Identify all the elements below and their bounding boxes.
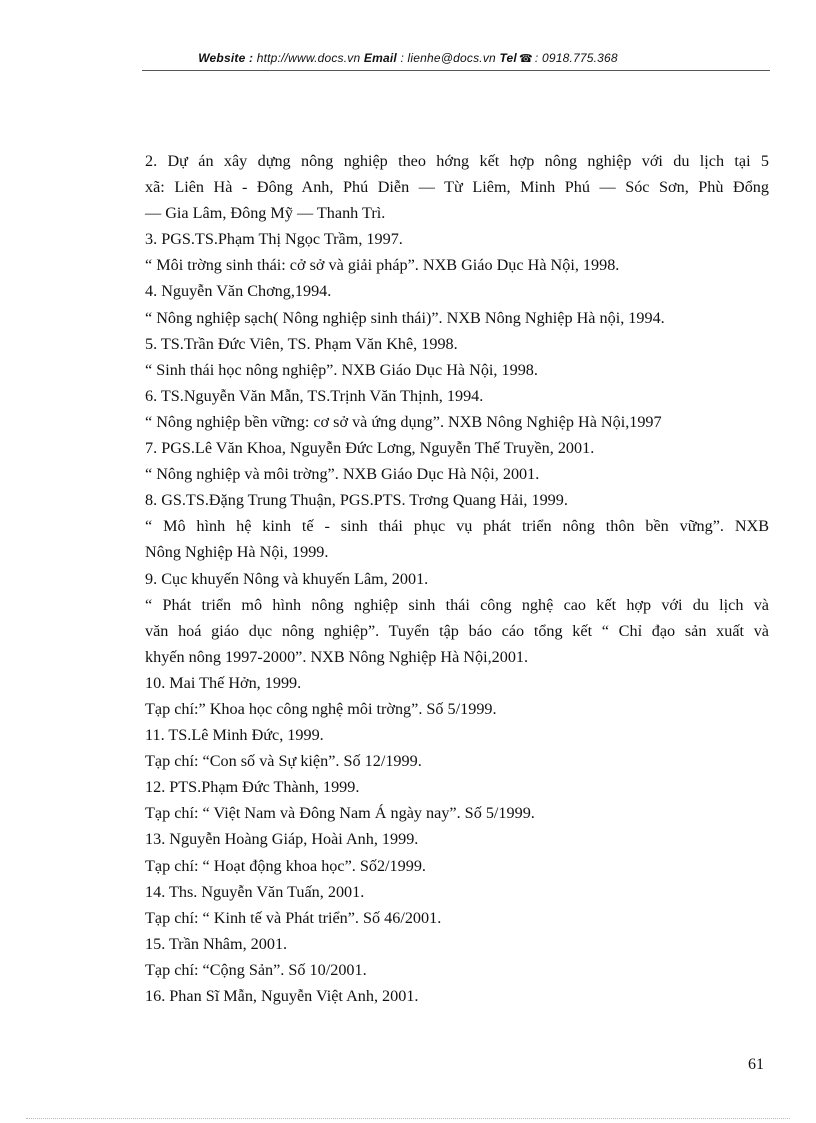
reference-line: 4. Nguyễn Văn Chơng,1994. — [145, 282, 332, 301]
header-divider — [142, 70, 770, 71]
reference-line: 8. GS.TS.Đặng Trung Thuận, PGS.PTS. Trơng Quang Hải, 1999. — [145, 491, 568, 510]
website-label: Website : — [198, 51, 254, 65]
reference-line: văn hoá giáo dục nông nghiệp”. Tuyển tập báo cáo tổng kết “ Chỉ đạo sản xuất và — [145, 621, 769, 640]
reference-line: Tạp chí: “Cộng Sản”. Số 10/2001. — [145, 960, 367, 979]
page-number: 61 — [748, 1056, 764, 1073]
reference-line: 6. TS.Nguyễn Văn Mẫn, TS.Trịnh Văn Thịnh, 1994. — [145, 386, 484, 405]
website-url: http://www.docs.vn — [256, 51, 361, 65]
footer-divider — [26, 1118, 790, 1119]
reference-line: Tạp chí: “Con số và Sự kiện”. Số 12/1999. — [145, 752, 422, 771]
reference-line: 11. TS.Lê Minh Đức, 1999. — [145, 726, 324, 745]
reference-line: “ Nông nghiệp bền vững: cơ sở và ứng dụng”. NXB Nông Nghiệp Hà Nội,1997 — [145, 412, 662, 431]
reference-line: 3. PGS.TS.Phạm Thị Ngọc Trầm, 1997. — [145, 230, 403, 249]
tel-number: : 0918.775.368 — [534, 51, 618, 65]
reference-line: Nông Nghiệp Hà Nội, 1999. — [145, 543, 329, 562]
reference-line: 12. PTS.Phạm Đức Thành, 1999. — [145, 778, 360, 797]
reference-line: “ Sinh thái học nông nghiệp”. NXB Giáo Dục Hà Nội, 1998. — [145, 360, 538, 379]
reference-list — [145, 148, 769, 1009]
page-header — [0, 51, 816, 65]
phone-icon: ☎ — [518, 53, 533, 65]
reference-line: 5. TS.Trần Đức Viên, TS. Phạm Văn Khê, 1998. — [145, 334, 458, 353]
email-address: : lienhe@docs.vn — [400, 51, 496, 65]
reference-line: khyến nông 1997-2000”. NXB Nông Nghiệp Hà Nội,2001. — [145, 647, 529, 666]
reference-line: 10. Mai Thế Hởn, 1999. — [145, 673, 302, 692]
reference-line: 2. Dự án xây dựng nông nghiệp theo hớng kết hợp nông nghiệp với du lịch tại 5 — [145, 152, 769, 170]
reference-line: “ Nông nghiệp và môi trờng”. NXB Giáo Dục Hà Nội, 2001. — [145, 465, 540, 484]
reference-line: 15. Trần Nhâm, 2001. — [145, 934, 288, 953]
reference-line: “ Môi trờng sinh thái: cở sở và giải pháp”. NXB Giáo Dục Hà Nội, 1998. — [145, 256, 620, 275]
email-label: Email — [363, 51, 397, 65]
reference-line: — Gia Lâm, Đông Mỹ — Thanh Trì. — [145, 204, 386, 223]
reference-line: Tạp chí:” Khoa học công nghệ môi trờng”. Số 5/1999. — [145, 699, 497, 718]
reference-line: “ Nông nghiệp sạch( Nông nghiệp sinh thái)”. NXB Nông Nghiệp Hà nội, 1994. — [145, 308, 665, 327]
reference-line: Tạp chí: “ Việt Nam và Đông Nam Á ngày nay”. Số 5/1999. — [145, 804, 535, 823]
reference-line: “ Phát triển mô hình nông nghiệp sinh thái công nghệ cao kết hợp với du lịch và — [145, 595, 769, 614]
reference-line: xã: Liên Hà - Đông Anh, Phú Diễn — Từ Liêm, Minh Phú — Sóc Sơn, Phù Đổng — [145, 178, 769, 197]
reference-line: 16. Phan Sĩ Mẫn, Nguyễn Việt Anh, 2001. — [145, 987, 419, 1005]
reference-line: 9. Cục khuyến Nông và khuyến Lâm, 2001. — [145, 569, 429, 588]
reference-line: 14. Ths. Nguyễn Văn Tuấn, 2001. — [145, 882, 365, 901]
reference-line: Tạp chí: “ Kinh tế và Phát triển”. Số 46/2001. — [145, 908, 442, 927]
reference-line: 7. PGS.Lê Văn Khoa, Nguyễn Đức Lơng, Nguyễn Thế Truyền, 2001. — [145, 439, 595, 458]
reference-line: Tạp chí: “ Hoạt động khoa học”. Số2/1999. — [145, 856, 426, 875]
reference-line: “ Mô hình hệ kinh tế - sinh thái phục vụ phát triển nông thôn bền vững”. NXB — [145, 517, 769, 536]
tel-label: Tel — [499, 51, 517, 65]
reference-line: 13. Nguyễn Hoàng Giáp, Hoài Anh, 1999. — [145, 830, 419, 849]
